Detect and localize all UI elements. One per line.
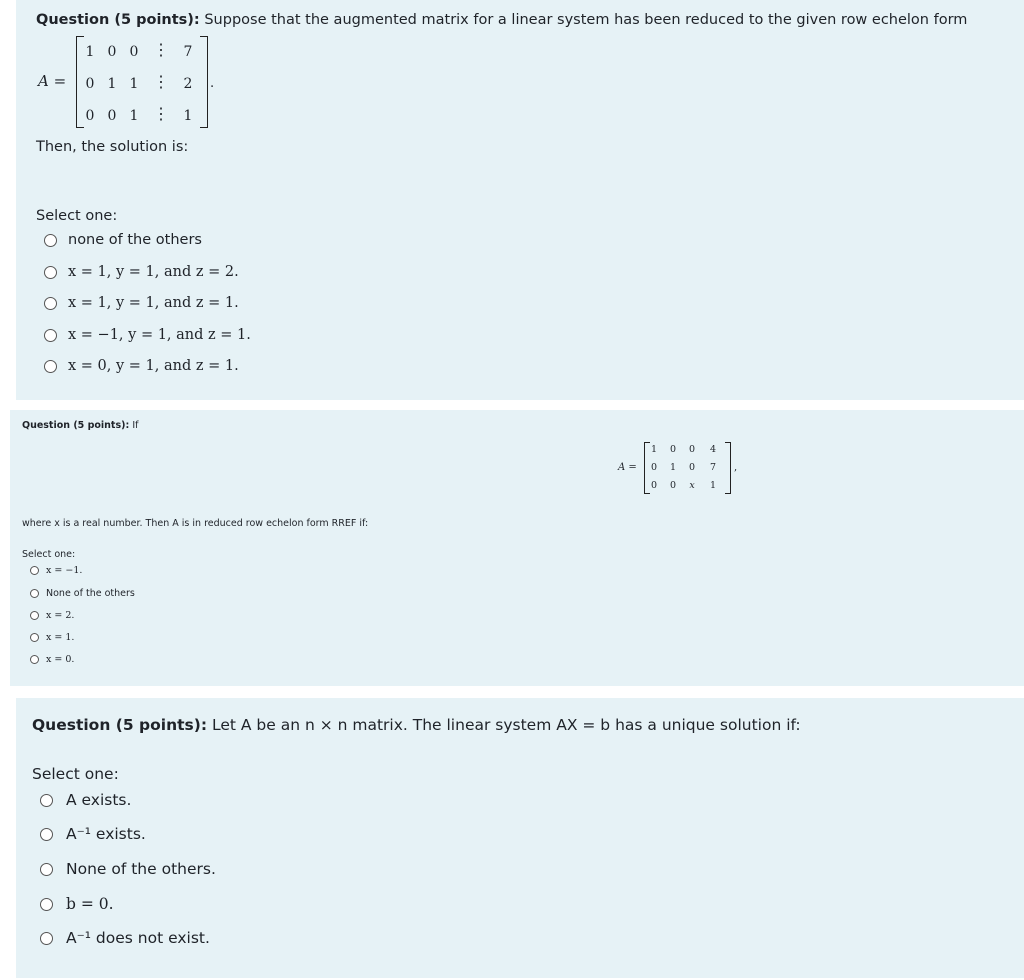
- q2-option-4[interactable]: [30, 632, 74, 643]
- matrix-cell: 0: [107, 108, 117, 124]
- q1-option-3[interactable]: [44, 295, 239, 311]
- question-2-header: [22, 420, 138, 431]
- question-1-panel: [16, 0, 1024, 400]
- radio-icon[interactable]: [44, 360, 57, 373]
- radio-icon[interactable]: [30, 655, 39, 664]
- matrix-end-punct: ,: [734, 462, 738, 473]
- q2-option-5[interactable]: [30, 654, 74, 665]
- option-label: A exists.: [66, 791, 132, 809]
- select-one-label: Select one:: [22, 549, 76, 560]
- question-1-text: Suppose that the augmented matrix for a linear system has been reduced to the given row echelon form: [204, 12, 968, 28]
- augment-separator: ⋮: [153, 104, 169, 123]
- matrix-cell: 0: [688, 444, 696, 455]
- matrix-cell: 1: [709, 480, 717, 491]
- question-1-label: Question (5 points):: [36, 12, 200, 28]
- matrix-cell: 0: [85, 76, 95, 92]
- matrix-cell: 1: [129, 76, 139, 92]
- q1-option-4[interactable]: [44, 327, 251, 343]
- matrix-cell: 0: [669, 480, 677, 491]
- question-2-where: where x is a real number. Then A is in reduced row echelon form RREF if:: [22, 518, 369, 529]
- radio-icon[interactable]: [44, 266, 57, 279]
- matrix-cell: 1: [183, 108, 193, 124]
- question-3-header: [32, 716, 801, 734]
- matrix-cell: 1: [669, 462, 677, 473]
- q1-option-1[interactable]: [44, 232, 202, 248]
- radio-icon[interactable]: [44, 329, 57, 342]
- matrix-name: A =: [618, 462, 637, 473]
- matrix-cell: 0: [650, 480, 658, 491]
- matrix-cell: 7: [709, 462, 717, 473]
- option-label: x = −1, y = 1, and z = 1.: [68, 327, 251, 343]
- option-label: A⁻¹ exists.: [66, 825, 146, 843]
- question-2-label: Question (5 points):: [22, 420, 130, 431]
- matrix-cell: 7: [183, 44, 193, 60]
- matrix-cell: 0: [669, 444, 677, 455]
- option-label: x = 0, y = 1, and z = 1.: [68, 358, 239, 374]
- q2-option-1[interactable]: [30, 565, 82, 576]
- matrix-cell: 1: [85, 44, 95, 60]
- q3-option-2[interactable]: [40, 825, 146, 843]
- q3-option-4[interactable]: [40, 895, 114, 913]
- radio-icon[interactable]: [30, 589, 39, 598]
- question-3-text: Let A be an n × n matrix. The linear system AX = b has a unique solution if:: [211, 716, 801, 734]
- radio-icon[interactable]: [40, 828, 53, 841]
- radio-icon[interactable]: [30, 633, 39, 642]
- radio-icon[interactable]: [40, 932, 53, 945]
- q3-option-1[interactable]: [40, 791, 131, 809]
- matrix-cell: 2: [183, 76, 193, 92]
- option-label: none of the others: [68, 232, 202, 248]
- matrix-cell: 0: [85, 108, 95, 124]
- select-one-label: Select one:: [32, 765, 119, 783]
- matrix-right-bracket: [725, 442, 731, 494]
- matrix-name: A =: [38, 72, 67, 90]
- matrix-cell: 0: [688, 462, 696, 473]
- option-label: None of the others: [46, 588, 135, 599]
- matrix-cell: x: [689, 480, 695, 491]
- matrix-cell: 1: [107, 76, 117, 92]
- matrix-cell: 4: [709, 444, 717, 455]
- radio-icon[interactable]: [44, 234, 57, 247]
- option-label: x = 1.: [46, 632, 75, 643]
- option-label: x = 1, y = 1, and z = 2.: [68, 264, 239, 280]
- radio-icon[interactable]: [30, 611, 39, 620]
- question-2-text: If: [132, 420, 139, 431]
- option-label: None of the others.: [66, 860, 216, 878]
- question-3-panel: [16, 698, 1024, 978]
- matrix-cell: 1: [129, 108, 139, 124]
- matrix-cell: 0: [107, 44, 117, 60]
- option-label: x = −1.: [46, 565, 83, 576]
- matrix-end-punct: .: [210, 76, 215, 91]
- q1-option-5[interactable]: [44, 358, 239, 374]
- option-label: x = 1, y = 1, and z = 1.: [68, 295, 239, 311]
- question-1-header: [36, 12, 967, 28]
- question-3-label: Question (5 points):: [32, 716, 208, 734]
- augment-separator: ⋮: [153, 72, 169, 91]
- q3-option-5[interactable]: [40, 929, 210, 947]
- question-2-panel: [10, 410, 1024, 686]
- matrix-cell: 0: [129, 44, 139, 60]
- option-label: x = 0.: [46, 654, 75, 665]
- option-label: A⁻¹ does not exist.: [66, 929, 210, 947]
- radio-icon[interactable]: [30, 566, 39, 575]
- matrix-cell: 1: [650, 444, 658, 455]
- radio-icon[interactable]: [40, 898, 53, 911]
- radio-icon[interactable]: [40, 794, 53, 807]
- radio-icon[interactable]: [44, 297, 57, 310]
- augment-separator: ⋮: [153, 40, 169, 59]
- radio-icon[interactable]: [40, 863, 53, 876]
- q3-option-3[interactable]: [40, 860, 216, 878]
- option-label: b = 0.: [66, 895, 114, 913]
- option-label: x = 2.: [46, 610, 75, 621]
- q2-option-3[interactable]: [30, 610, 74, 621]
- matrix-cell: 0: [650, 462, 658, 473]
- select-one-label: Select one:: [36, 208, 118, 224]
- q2-option-2[interactable]: [30, 588, 135, 599]
- matrix-right-bracket: [200, 36, 208, 128]
- question-1-then: Then, the solution is:: [36, 139, 189, 155]
- q1-option-2[interactable]: [44, 264, 239, 280]
